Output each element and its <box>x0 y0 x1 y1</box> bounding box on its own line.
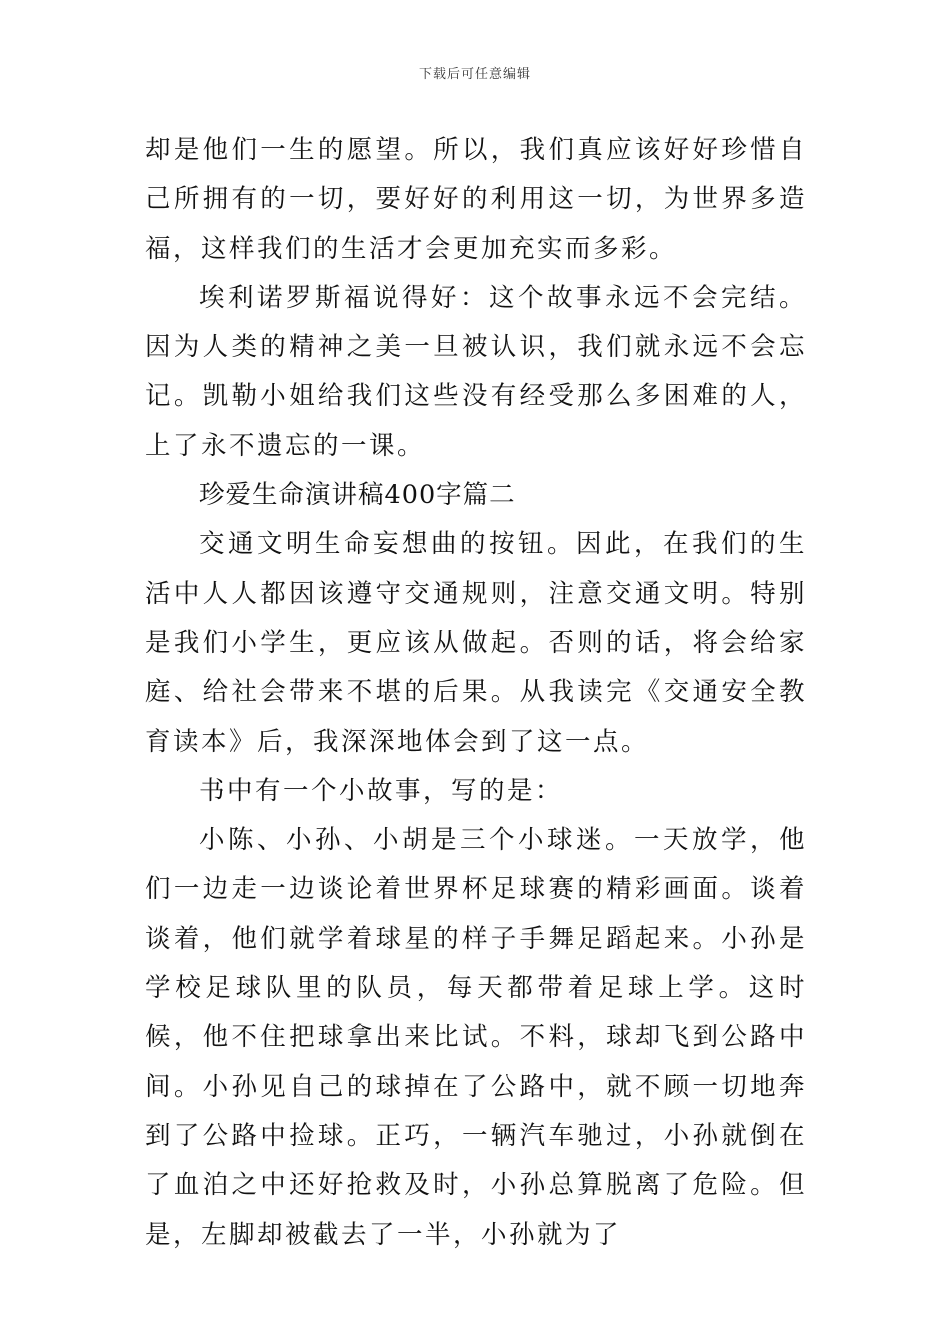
paragraph: 埃利诺罗斯福说得好：这个故事永远不会完结。因为人类的精神之美一旦被认识，我们就永远不会忘记。凯勒小姐给我们这些没有经受那么多困难的人，上了永不遗忘的一课。 <box>145 282 807 461</box>
section-heading: 珍爱生命演讲稿400字篇二 <box>199 480 516 511</box>
page-header: 下载后可任意编辑 <box>418 67 531 82</box>
paragraph: 书中有一个小故事，写的是： <box>199 775 564 806</box>
document-body <box>145 126 807 1260</box>
paragraph: 小陈、小孙、小胡是三个小球迷。一天放学，他们一边走一边谈论着世界杯足球赛的精彩画面。谈着谈着，他们就学着球星的样子手舞足蹈起来。小孙是学校足球队里的队员，每天都带着足球上学。这时候，他不住把球拿出来比试。不料，球却飞到公路中间。小孙见自己的球掉在了公路中，就不顾一切地奔到了公路中捡球。正巧，一辆汽车驰过，小孙就倒在了血泊之中还好抢救及时，小孙总算脱离了危险。但是，左脚却被截去了一半，小孙就为了 <box>145 825 807 1250</box>
paragraph: 却是他们一生的愿望。所以，我们真应该好好珍惜自己所拥有的一切，要好好的利用这一切，为世界多造福，这样我们的生活才会更加充实而多彩。 <box>145 135 807 264</box>
paragraph: 交通文明生命妄想曲的按钮。因此，在我们的生活中人人都因该遵守交通规则，注意交通文明。特别是我们小学生，更应该从做起。否则的话，将会给家庭、给社会带来不堪的后果。从我读完《交通安全教育读本》后，我深深地体会到了这一点。 <box>145 529 807 757</box>
